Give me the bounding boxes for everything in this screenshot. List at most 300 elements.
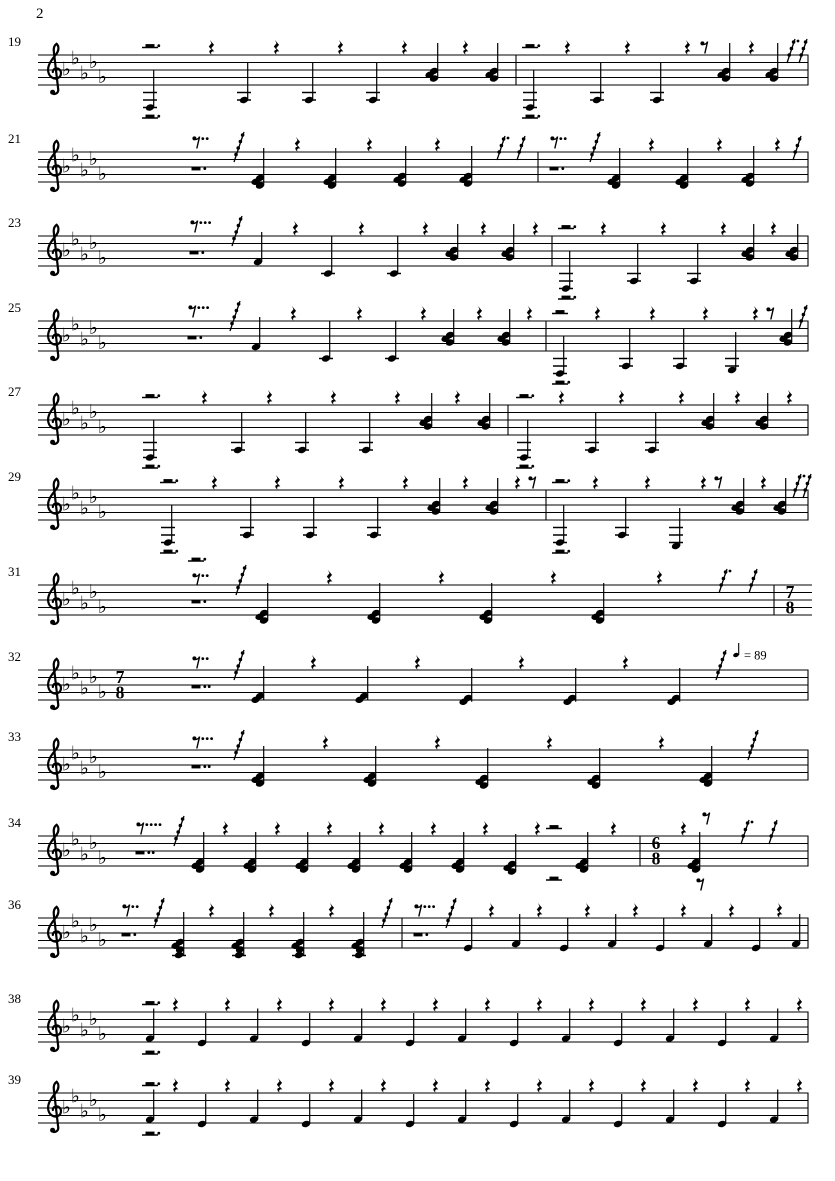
quarter-rest-icon [339,475,345,489]
note [231,412,245,454]
eighth-rest-icon [192,573,199,585]
flat-icon: ♭ [80,1019,89,1042]
note [405,1013,415,1047]
flat-icon: ♭ [62,921,71,944]
eighth-rest-icon [192,136,199,148]
rest-64th-icon [716,650,726,680]
note [463,918,473,952]
chord [451,832,465,874]
augmentation-dot [206,574,209,577]
chord [503,834,517,876]
flat-icon: ♭ [98,332,107,354]
quarter-rest-icon [433,997,439,1011]
quarter-rest-icon [749,40,755,54]
flat-icon: ♭ [89,746,98,768]
augmentation-dot [157,1132,160,1135]
augmentation-dot [208,765,211,768]
flat-icon: ♭ [80,328,89,351]
flat-icon: ♭ [80,757,89,780]
flat-icon: ♭ [80,412,89,435]
quarter-rest-icon [717,137,723,151]
time-signature [786,582,795,618]
key-signature [62,577,107,618]
eighth-rest-icon [192,736,199,748]
flat-icon: ♭ [98,1104,107,1126]
note [645,412,659,454]
system-m39 [8,1072,808,1135]
flat-icon: ♭ [71,482,80,505]
flat-icon: ♭ [62,1015,71,1038]
quarter-rest-icon [435,137,441,151]
note [237,62,251,104]
augmentation-dot [159,823,162,826]
flat-icon: ♭ [98,501,107,523]
quarter-rest-icon [359,221,365,235]
quarter-rest-icon [477,306,483,320]
half-rest-above-icon [558,225,576,228]
measure-number: 19 [8,34,21,49]
augmentation-dot [203,600,206,603]
note [251,317,261,351]
chord [591,583,605,625]
quarter-rest-icon [593,475,599,489]
key-signature [62,397,107,438]
note [655,918,665,952]
quarter-rest-icon [601,221,607,235]
flat-icon: ♭ [62,839,71,862]
quarter-rest-icon [463,40,469,54]
quarter-rest-icon [703,306,709,320]
rest-64th-icon [748,730,758,760]
augmentation-dot [559,137,562,140]
staff-lines [38,236,808,266]
note [301,1094,311,1128]
quarter-rest-icon [212,475,218,489]
note [457,1009,467,1043]
key-signature [62,482,107,523]
rest-32nd-icon [799,305,807,329]
quarter-rest-icon [641,1078,647,1092]
quarter-rest-icon [295,137,301,151]
eighth-rest-icon [528,476,535,488]
flat-icon: ♭ [71,47,80,70]
chord [295,832,309,874]
augmentation-dot [432,905,435,908]
flat-icon: ♭ [89,832,98,854]
flat-icon: ♭ [98,847,107,869]
quarter-rest-icon [485,1078,491,1092]
quarter-rest-icon [693,1078,699,1092]
half-rest-icon [136,851,155,854]
quarter-rest-icon [481,221,487,235]
flat-icon: ♭ [71,577,80,600]
augmentation-dot [204,221,207,224]
half-rest-below-icon [552,550,570,553]
system-m36 [8,897,808,959]
measure-number: 21 [8,131,21,146]
note [145,1009,155,1043]
note [353,1090,363,1124]
half-rest-above-icon [142,44,160,47]
quarter-rest-icon [269,903,275,917]
flat-icon: ♭ [89,51,98,73]
quarter-rest-icon [721,221,727,235]
note [143,70,157,112]
rest-64th-icon [230,301,240,331]
note [669,508,683,550]
quarter-rest-icon [327,570,333,584]
time-sig-numerator: 7 [785,582,795,602]
note [509,1013,519,1047]
quarter-rest-icon [681,821,687,835]
flat-icon: ♭ [98,761,107,783]
key-signature [62,47,107,88]
half-rest-icon [414,933,429,936]
rest-64th-icon [174,816,184,846]
chord [497,309,511,347]
quarter-rest-icon [519,655,525,669]
flat-icon: ♭ [89,148,98,170]
augmentation-dot [531,465,534,468]
staff-lines [38,585,812,615]
augmentation-dot [199,221,202,224]
quarter-rest-icon [455,390,461,404]
chord [477,393,491,431]
quarter-rest-icon [745,997,751,1011]
flat-icon: ♭ [62,493,71,516]
chord [251,148,265,190]
rest-64th-icon [590,132,600,162]
system-m25 [8,300,808,384]
rest-32nd-icon [497,136,505,160]
chord [445,224,459,262]
time-signature [116,667,125,703]
quarter-rest-icon [173,1078,179,1092]
quarter-rest-icon [329,997,335,1011]
quarter-rest-icon [403,475,409,489]
note [665,1009,675,1043]
rest-64th-icon [234,650,244,680]
flat-icon: ♭ [89,401,98,423]
quarter-rest-icon [338,40,344,54]
eighth-rest-icon [190,220,197,232]
chord [701,393,715,431]
quarter-rest-icon [761,475,767,489]
half-rest-above-icon [142,394,160,397]
half-rest-above-icon [522,44,540,47]
augmentation-dot [208,221,211,224]
time-sig-denominator: 8 [115,682,125,703]
quarter-rest-icon [357,306,363,320]
quarter-rest-icon [463,475,469,489]
quarter-rest-icon [589,997,595,1011]
flat-icon: ♭ [71,313,80,336]
augmentation-dot [803,475,806,478]
augmentation-dot [131,905,134,908]
chord [255,583,269,625]
half-rest-below-icon [142,115,160,118]
measure-number: 25 [8,300,21,315]
quarter-rest-icon [547,735,553,749]
augmentation-dot [175,479,178,482]
rest-32nd-icon [769,820,777,844]
flat-icon: ♭ [89,1008,98,1030]
quarter-rest-icon [559,390,565,404]
chord [427,478,441,516]
chord [363,746,377,788]
rest-64th-icon [154,898,164,928]
rest-32nd-icon [799,39,807,63]
half-rest-below-icon [142,465,160,468]
rest-64th-icon [236,565,246,595]
quarter-rest-icon [483,821,489,835]
note [585,412,599,454]
quarter-rest-icon [787,390,793,404]
chord [323,148,337,190]
augmentation-dot [202,306,205,309]
chord [399,832,413,874]
note [619,328,633,370]
augmentation-dot [203,167,206,170]
chord [607,148,621,190]
flat-icon: ♭ [80,62,89,85]
quarter-rest-icon [537,1078,543,1092]
quarter-rest-icon [797,997,803,1011]
system-m38 [8,991,808,1054]
chord [575,832,589,874]
rest-32nd-icon [787,39,795,63]
chord [731,478,745,516]
quarter-rest-icon [659,735,665,749]
quarter-rest-icon [681,903,687,917]
quarter-rest-icon [275,821,281,835]
augmentation-dot [197,306,200,309]
augmentation-dot [203,558,206,561]
quarter-rest-icon [381,1078,387,1092]
key-signature [62,313,107,354]
note [615,497,629,539]
chord [485,478,499,516]
note [717,1094,727,1128]
note [627,243,641,285]
flat-icon: ♭ [62,753,71,776]
half-rest-icon [192,765,211,768]
eighth-rest-icon [136,822,143,834]
eighth-rest-icon [192,656,199,668]
system-m29 [8,469,811,553]
flat-icon: ♭ [62,588,71,611]
augmentation-dot [150,823,153,826]
treble-clef-icon [48,141,61,192]
half-rest-below-icon [516,465,534,468]
flat-icon: ♭ [71,662,80,685]
eighth-rest-icon [702,812,709,824]
chord [243,832,257,874]
half-rest-icon [122,933,137,936]
quarter-rest-icon [585,903,591,917]
quarter-rest-icon [797,1078,803,1092]
note [607,914,617,948]
note [302,62,316,104]
quarter-rest-icon [611,821,617,835]
time-sig-numerator: 6 [651,833,661,853]
half-rest-icon [192,600,207,603]
quarter-rest-icon [202,390,208,404]
augmentation-dot [729,570,732,573]
augmentation-dot [561,167,564,170]
measure-number: 23 [8,215,21,230]
chord [475,748,489,790]
quarter-rest-icon [527,306,533,320]
note [613,1094,623,1128]
augmentation-dot [133,933,136,936]
augmentation-dot [136,905,139,908]
rest-32nd-icon [793,136,801,160]
chord [773,478,787,516]
quarter-rest-icon [223,821,229,835]
augmentation-dot [425,933,428,936]
flat-icon: ♭ [71,828,80,851]
quarter-rest-icon [775,137,781,151]
rest-32nd-icon [719,569,727,593]
chord [191,832,205,874]
system-m27 [8,384,808,468]
quarter-rest-icon [595,306,601,320]
augmentation-dot [751,821,754,824]
treble-clef-icon [48,394,61,445]
chord [291,912,306,959]
treble-clef-icon [48,1082,61,1133]
treble-clef-icon [48,739,61,790]
note [769,1009,779,1043]
quarter-rest-icon [537,903,543,917]
augmentation-dot [203,685,206,688]
note [561,1090,571,1124]
note [561,1009,571,1043]
system-m34 [8,812,808,890]
note [717,1013,727,1047]
quarter-rest-icon [379,821,385,835]
treble-clef-icon [48,659,61,710]
quarter-rest-icon [645,475,651,489]
quarter-rest-icon [565,40,571,54]
quarter-rest-icon [173,997,179,1011]
flat-icon: ♭ [98,247,107,269]
half-rest-below-icon [142,1051,160,1054]
note [590,62,604,104]
quarter-rest-icon [331,390,337,404]
flat-icon: ♭ [80,1100,89,1123]
quarter-rest-icon [619,390,625,404]
treble-clef-icon [48,479,61,530]
system-m32 [8,643,808,710]
half-rest-icon [192,167,207,170]
quarter-rest-icon [423,221,429,235]
system-m33 [8,729,808,790]
half-rest-above-icon [142,1001,160,1004]
rest-64th-icon [446,898,456,928]
note [650,62,664,104]
quarter-rest-icon [274,40,280,54]
rest-64th-icon [234,730,244,760]
note [665,1090,675,1124]
half-rest-above-icon [160,479,178,482]
augmentation-dot [199,336,202,339]
augmentation-dot [206,657,209,660]
note [321,236,335,278]
flat-icon: ♭ [89,914,98,936]
note [559,251,573,293]
flat-icon: ♭ [89,1089,98,1111]
note [553,505,567,547]
flat-icon: ♭ [62,408,71,431]
quarter-rest-icon [771,221,777,235]
quarter-rest-icon [225,1078,231,1092]
key-signature [62,910,107,951]
eighth-rest-icon [714,476,721,488]
quarter-rest-icon [641,997,647,1011]
quarter-rest-icon [431,821,437,835]
note [145,1090,155,1124]
treble-clef-icon [48,44,61,95]
augmentation-dot [537,44,540,47]
flat-icon: ♭ [89,581,98,603]
augmentation-dot [152,851,155,854]
staff-lines [38,152,808,182]
augmentation-dot [157,465,160,468]
quarter-rest-icon [729,903,735,917]
flat-icon: ♭ [98,1023,107,1045]
half-rest-icon [188,336,203,339]
flat-icon: ♭ [98,416,107,438]
flat-icon: ♭ [71,144,80,167]
note [295,412,309,454]
augmentation-dot [145,823,148,826]
tempo-text: = 89 [744,648,767,663]
quarter-rest-icon [329,1078,335,1092]
key-signature [62,144,107,185]
system-m23 [8,215,808,299]
note [509,1094,519,1128]
treble-clef-icon [48,825,61,876]
flat-icon: ♭ [71,1085,80,1108]
flat-icon: ♭ [89,486,98,508]
half-rest-icon [550,167,565,170]
half-rest-icon [190,251,205,254]
quarter-rest-icon [685,40,691,54]
eighth-rest-icon [188,305,195,317]
quarter-rest-icon [657,570,663,584]
quarter-rest-icon [551,570,557,584]
quarter-rest-icon [693,997,699,1011]
quarter-rest-icon [329,903,335,917]
half-rest-above-icon [516,394,534,397]
chord [755,393,769,431]
augmentation-dot [537,115,540,118]
augmentation-dot [428,905,431,908]
half-rest-below-icon [546,877,562,880]
quarter-rest-icon [402,40,408,54]
note [197,1013,207,1047]
flat-icon: ♭ [98,681,107,703]
augmentation-dot [157,1001,160,1004]
augmentation-dot [157,115,160,118]
treble-clef-icon [48,1001,61,1052]
chord [441,309,455,347]
rest-32nd-icon [517,136,525,160]
chord [587,748,601,790]
chord [675,148,689,190]
